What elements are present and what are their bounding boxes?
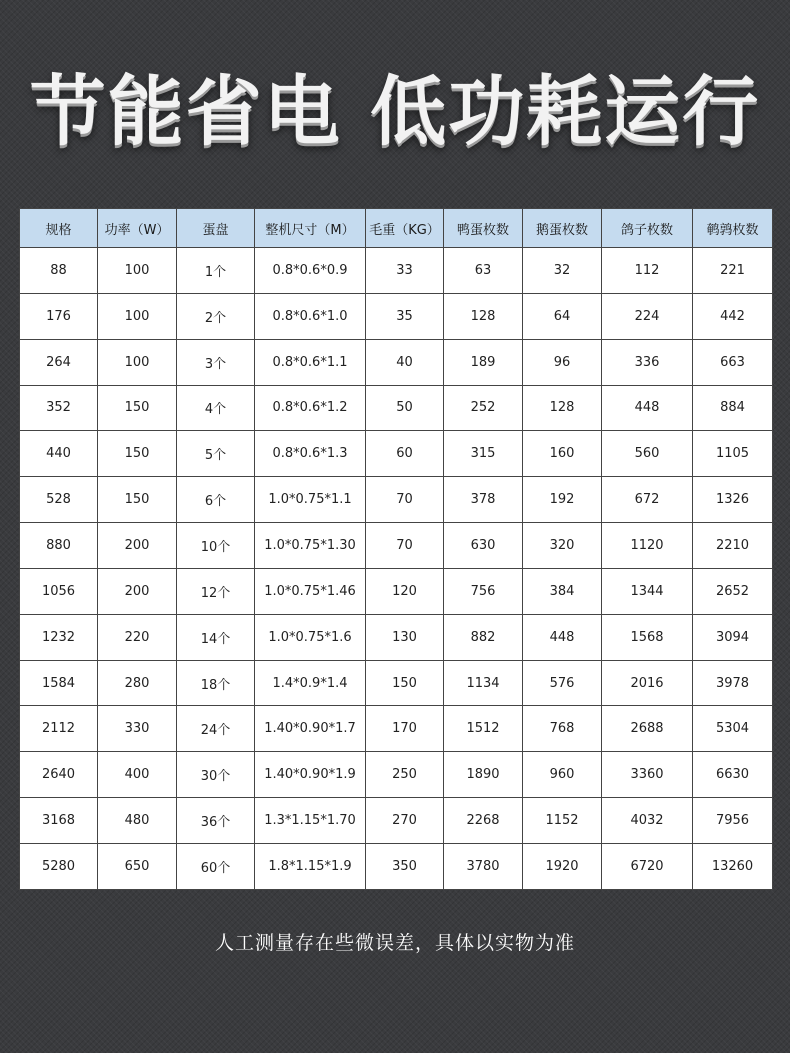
table-cell: 14个: [177, 614, 255, 660]
table-row: [20, 293, 773, 339]
table-cell: 448: [602, 385, 693, 431]
table-row: [20, 843, 773, 889]
table-cell: 3360: [602, 752, 693, 798]
table-cell: 60个: [177, 843, 255, 889]
table-cell: 1568: [602, 614, 693, 660]
table-cell: 5280: [20, 843, 98, 889]
measurement-disclaimer: 人工测量存在些微误差，具体以实物为准: [214, 932, 575, 954]
table-cell: 3个: [177, 339, 255, 385]
table-cell: 40: [366, 339, 444, 385]
table-cell: 884: [693, 385, 773, 431]
table-row: [20, 523, 773, 569]
table-cell: 630: [444, 523, 523, 569]
table-cell: 1个: [177, 248, 255, 294]
table-cell: 224: [602, 293, 693, 339]
table-cell: 1134: [444, 660, 523, 706]
table-cell: 576: [523, 660, 602, 706]
table-cell: 63: [444, 248, 523, 294]
table-cell: 7956: [693, 798, 773, 844]
page-headline: 节能省电 低功耗运行: [29, 67, 761, 156]
table-cell: 384: [523, 568, 602, 614]
table-cell: 24个: [177, 706, 255, 752]
table-cell: 768: [523, 706, 602, 752]
table-cell: 6720: [602, 843, 693, 889]
table-cell: 1326: [693, 477, 773, 523]
table-cell: 330: [98, 706, 177, 752]
table-cell: 442: [693, 293, 773, 339]
table-cell: 189: [444, 339, 523, 385]
table-cell: 315: [444, 431, 523, 477]
table-cell: 2016: [602, 660, 693, 706]
table-cell: 1.40*0.90*1.7: [255, 706, 366, 752]
table-cell: 100: [98, 248, 177, 294]
table-cell: 10个: [177, 523, 255, 569]
table-body: [20, 248, 773, 890]
table-cell: 160: [523, 431, 602, 477]
table-cell: 1.3*1.15*1.70: [255, 798, 366, 844]
table-header-row: [20, 209, 773, 248]
table-cell: 3094: [693, 614, 773, 660]
table-row: [20, 614, 773, 660]
table-cell: 2112: [20, 706, 98, 752]
table-cell: 1152: [523, 798, 602, 844]
table-cell: 18个: [177, 660, 255, 706]
table-cell: 320: [523, 523, 602, 569]
table-cell: 200: [98, 568, 177, 614]
table-cell: 100: [98, 339, 177, 385]
table-cell: 3168: [20, 798, 98, 844]
spec-table: [19, 208, 773, 890]
table-cell: 60: [366, 431, 444, 477]
table-cell: 252: [444, 385, 523, 431]
table-cell: 3978: [693, 660, 773, 706]
table-cell: 6个: [177, 477, 255, 523]
table-row: [20, 339, 773, 385]
table-row: [20, 706, 773, 752]
table-cell: 32: [523, 248, 602, 294]
table-row: [20, 568, 773, 614]
table-cell: 1056: [20, 568, 98, 614]
table-row: [20, 477, 773, 523]
table-cell: 1.40*0.90*1.9: [255, 752, 366, 798]
table-cell: 1.4*0.9*1.4: [255, 660, 366, 706]
table-cell: 1.0*0.75*1.46: [255, 568, 366, 614]
table-cell: 1512: [444, 706, 523, 752]
table-cell: 1.0*0.75*1.6: [255, 614, 366, 660]
column-header: 蛋盘: [177, 209, 255, 248]
table-cell: 70: [366, 523, 444, 569]
table-cell: 112: [602, 248, 693, 294]
table-cell: 1120: [602, 523, 693, 569]
table-cell: 672: [602, 477, 693, 523]
table-cell: 1920: [523, 843, 602, 889]
table-cell: 128: [444, 293, 523, 339]
table-cell: 6630: [693, 752, 773, 798]
table-cell: 200: [98, 523, 177, 569]
table-cell: 4032: [602, 798, 693, 844]
table-cell: 2个: [177, 293, 255, 339]
table-cell: 30个: [177, 752, 255, 798]
table-cell: 100: [98, 293, 177, 339]
table-cell: 176: [20, 293, 98, 339]
table-cell: 350: [366, 843, 444, 889]
table-cell: 250: [366, 752, 444, 798]
table-cell: 2640: [20, 752, 98, 798]
table-cell: 1.8*1.15*1.9: [255, 843, 366, 889]
table-cell: 336: [602, 339, 693, 385]
table-row: [20, 798, 773, 844]
table-cell: 192: [523, 477, 602, 523]
table-cell: 480: [98, 798, 177, 844]
table-row: [20, 431, 773, 477]
table-cell: 170: [366, 706, 444, 752]
table-cell: 88: [20, 248, 98, 294]
table-cell: 0.8*0.6*1.1: [255, 339, 366, 385]
column-header: 毛重（KG）: [366, 209, 444, 248]
table-cell: 3780: [444, 843, 523, 889]
table-row: [20, 660, 773, 706]
table-row: [20, 752, 773, 798]
table-cell: 2268: [444, 798, 523, 844]
table-cell: 0.8*0.6*1.2: [255, 385, 366, 431]
table-cell: 220: [98, 614, 177, 660]
table-cell: 64: [523, 293, 602, 339]
column-header: 功率（W）: [98, 209, 177, 248]
table-cell: 150: [98, 431, 177, 477]
table-cell: 2688: [602, 706, 693, 752]
table-cell: 5个: [177, 431, 255, 477]
table-cell: 4个: [177, 385, 255, 431]
table-cell: 448: [523, 614, 602, 660]
table-cell: 36个: [177, 798, 255, 844]
table-cell: 1.0*0.75*1.1: [255, 477, 366, 523]
table-cell: 5304: [693, 706, 773, 752]
table-row: [20, 248, 773, 294]
column-header: 鹌鹑枚数: [693, 209, 773, 248]
table-cell: 70: [366, 477, 444, 523]
table-cell: 1232: [20, 614, 98, 660]
table-cell: 96: [523, 339, 602, 385]
table-cell: 882: [444, 614, 523, 660]
table-cell: 150: [366, 660, 444, 706]
table-cell: 663: [693, 339, 773, 385]
table-cell: 0.8*0.6*1.0: [255, 293, 366, 339]
table-cell: 221: [693, 248, 773, 294]
table-cell: 400: [98, 752, 177, 798]
table-cell: 378: [444, 477, 523, 523]
column-header: 规格: [20, 209, 98, 248]
table-cell: 1890: [444, 752, 523, 798]
spec-table-container: [19, 208, 772, 890]
table-cell: 2210: [693, 523, 773, 569]
table-cell: 960: [523, 752, 602, 798]
column-header: 鸽子枚数: [602, 209, 693, 248]
table-cell: 150: [98, 477, 177, 523]
column-header: 鹅蛋枚数: [523, 209, 602, 248]
table-cell: 270: [366, 798, 444, 844]
table-cell: 50: [366, 385, 444, 431]
table-cell: 128: [523, 385, 602, 431]
table-row: [20, 385, 773, 431]
table-cell: 13260: [693, 843, 773, 889]
table-cell: 130: [366, 614, 444, 660]
table-cell: 1584: [20, 660, 98, 706]
table-cell: 1344: [602, 568, 693, 614]
table-cell: 1105: [693, 431, 773, 477]
table-cell: 33: [366, 248, 444, 294]
table-cell: 280: [98, 660, 177, 706]
table-cell: 756: [444, 568, 523, 614]
table-cell: 264: [20, 339, 98, 385]
table-cell: 2652: [693, 568, 773, 614]
table-cell: 880: [20, 523, 98, 569]
column-header: 鸭蛋枚数: [444, 209, 523, 248]
table-cell: 650: [98, 843, 177, 889]
table-cell: 352: [20, 385, 98, 431]
table-cell: 1.0*0.75*1.30: [255, 523, 366, 569]
table-cell: 120: [366, 568, 444, 614]
table-cell: 150: [98, 385, 177, 431]
table-cell: 12个: [177, 568, 255, 614]
table-cell: 0.8*0.6*0.9: [255, 248, 366, 294]
table-cell: 35: [366, 293, 444, 339]
column-header: 整机尺寸（M）: [255, 209, 366, 248]
table-cell: 560: [602, 431, 693, 477]
table-cell: 440: [20, 431, 98, 477]
table-cell: 0.8*0.6*1.3: [255, 431, 366, 477]
table-cell: 528: [20, 477, 98, 523]
